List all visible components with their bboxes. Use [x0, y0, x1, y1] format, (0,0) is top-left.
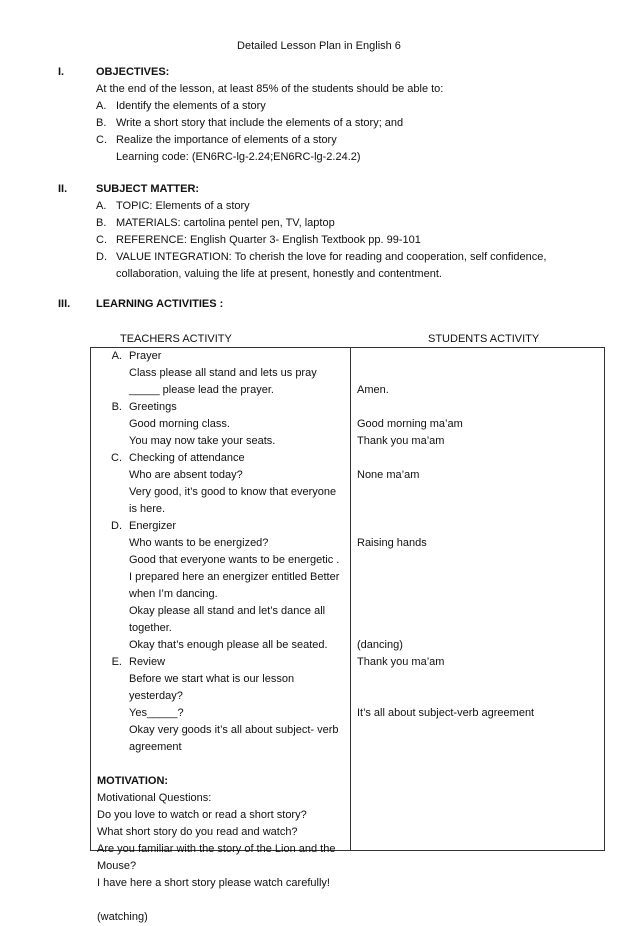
document-title: Detailed Lesson Plan in English 6	[237, 40, 401, 52]
teacher-line: yesterday?	[129, 690, 183, 702]
activity-item: E. Review	[111, 656, 166, 668]
teacher-line: Okay very goods it’s all about subject- verb	[129, 724, 339, 736]
teacher-line: Before we start what is our lesson	[129, 673, 295, 685]
student-line: Raising hands	[357, 537, 427, 549]
teacher-line: Class please all stand and lets us pray	[129, 367, 317, 379]
teacher-line: Okay please all stand and let’s dance all	[129, 605, 326, 617]
teacher-line: You may now take your seats.	[129, 435, 276, 447]
section-heading: OBJECTIVES:	[96, 66, 170, 78]
section-number: I.	[58, 66, 65, 78]
student-line: Amen.	[357, 384, 389, 396]
teacher-column	[97, 348, 347, 926]
list-item: C. Realize the importance of elements of a story	[96, 134, 337, 146]
teacher-line: together.	[129, 622, 172, 634]
learning-code: Learning code: (EN6RC-lg-2.24;EN6RC-lg-2.24.2)	[116, 151, 361, 163]
section-number: III.	[58, 298, 71, 310]
activity-item: B. Greetings	[111, 401, 177, 413]
teacher-line: Are you familiar with the story of the Lion and the	[97, 843, 336, 855]
teacher-line: Who are absent today?	[129, 469, 243, 481]
teacher-line: Good that everyone wants to be energetic .	[129, 554, 340, 566]
teacher-line: Good morning class.	[129, 418, 230, 430]
teacher-line: when I’m dancing.	[129, 588, 218, 600]
learning-activities-section	[58, 296, 588, 313]
objectives-intro: At the end of the lesson, at least 85% of the students should be able to:	[96, 83, 444, 95]
student-activity-header: STUDENTS ACTIVITY	[428, 333, 540, 345]
list-item: D. VALUE INTEGRATION: To cherish the love for reading and cooperation, self confidence,	[96, 251, 547, 263]
teacher-line: Mouse?	[97, 860, 137, 872]
student-line: Thank you ma’am	[357, 656, 445, 668]
activity-item: A. Prayer	[111, 350, 162, 362]
list-item: A. TOPIC: Elements of a story	[96, 200, 250, 212]
student-line: It’s all about subject-verb agreement	[357, 707, 535, 719]
student-line: Thank you ma’am	[357, 435, 445, 447]
section-number: II.	[58, 183, 68, 195]
teacher-line: Very good, it’s good to know that everyone	[129, 486, 337, 498]
teacher-line: Do you love to watch or read a short story?	[97, 809, 307, 821]
subject-matter-section	[58, 181, 588, 283]
student-line: (dancing)	[357, 639, 403, 651]
list-item: C. REFERENCE: English Quarter 3- English Textbook pp. 99-101	[96, 234, 421, 246]
teacher-line: What short story do you read and watch?	[97, 826, 298, 838]
list-item: A. Identify the elements of a story	[96, 100, 266, 112]
section-heading: LEARNING ACTIVITIES :	[96, 298, 224, 310]
student-column	[357, 348, 602, 722]
teacher-line: Yes_____?	[129, 707, 184, 719]
teacher-line: Motivational Questions:	[97, 792, 212, 804]
activities-table	[90, 347, 605, 923]
objectives-section	[58, 64, 588, 166]
teacher-line: Okay that’s enough please all be seated.	[129, 639, 328, 651]
list-item-continuation: collaboration, valuing the life at present, honestly and contentment.	[116, 268, 442, 280]
teacher-line: I have here a short story please watch carefully!	[97, 877, 330, 889]
teacher-line: I prepared here an energizer entitled Better	[129, 571, 340, 583]
teacher-line: Who wants to be energized?	[129, 537, 269, 549]
student-line: None ma’am	[357, 469, 420, 481]
teacher-line: agreement	[129, 741, 182, 753]
teacher-activity-header: TEACHERS ACTIVITY	[120, 333, 232, 345]
activity-item: D. Energizer	[111, 520, 177, 532]
activity-item: C. Checking of attendance	[111, 452, 245, 464]
column-divider	[350, 348, 351, 850]
list-item: B. MATERIALS: cartolina pentel pen, TV, laptop	[96, 217, 335, 229]
list-item: B. Write a short story that include the elements of a story; and	[96, 117, 404, 129]
teacher-line: (watching)	[97, 911, 148, 923]
teacher-line: is here.	[129, 503, 166, 515]
teacher-line: _____ please lead the prayer.	[129, 384, 274, 396]
motivation-heading: MOTIVATION:	[97, 775, 169, 787]
student-line: Good morning ma’am	[357, 418, 463, 430]
section-heading: SUBJECT MATTER:	[96, 183, 200, 195]
